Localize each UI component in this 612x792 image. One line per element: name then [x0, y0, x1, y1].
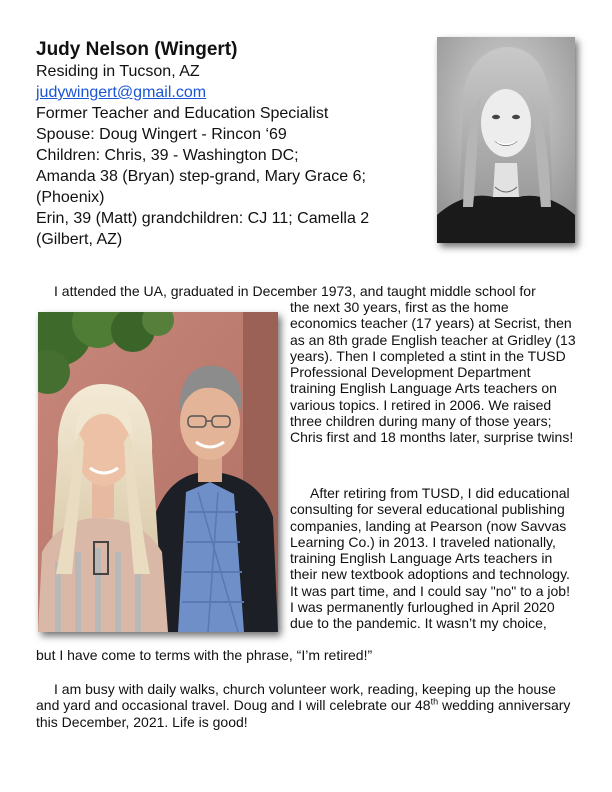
occupation: Former Teacher and Education Specialist: [36, 105, 329, 122]
residence: Residing in Tucson, AZ: [36, 63, 200, 80]
paragraph-2-tail: but I have come to terms with the phrase, “I’m retired!”: [36, 647, 373, 663]
profile-header: [36, 38, 426, 250]
paragraph-2-column: After retiring from TUSD, I did educational consulting for several educational publishing companies, landing at Pearson (now Savvas Learning Co.) in 2013. I traveled nationally, training English Language Arts teachers in their new textbook adoptions and technology. It was part time, and I could say "no" to a job! I was permanently furloughed in April 2020 due to the pandemic. It wasn’t my choice,: [290, 485, 570, 632]
person-name: Judy Nelson (Wingert): [36, 39, 238, 60]
children-line-3: (Phoenix): [36, 189, 105, 206]
paragraph-1-lead: I attended the UA, graduated in December 1973, and taught middle school for: [54, 283, 536, 299]
couple-photo: [38, 312, 278, 632]
children-line-4: Erin, 39 (Matt) grandchildren: CJ 11; Camella 2: [36, 210, 370, 227]
children-line-5: (Gilbert, AZ): [36, 231, 123, 248]
children-line-1: Children: Chris, 39 - Washington DC;: [36, 147, 299, 164]
paragraph-3: I am busy with daily walks, church volunteer work, reading, keeping up the house and yard and occasional travel. Doug and I will celebrate our 48th wedding anniversary this December, 2021. Life is good!: [36, 681, 571, 730]
yearbook-photo: [437, 37, 575, 243]
ordinal-suffix: th: [430, 696, 439, 707]
children-line-2: Amanda 38 (Bryan) step-grand, Mary Grace 6;: [36, 168, 366, 185]
paragraph-1-column: the next 30 years, first as the home economics teacher (17 years) at Secrist, then as an 8th grade English teacher at Gridley (13 years). Then I completed a stint in the TUSD Professional Development Department training English Language Arts teachers on various topics. I retired in 2006. We raised three children during many of those years; Chris first and 18 months later, surprise twins!: [290, 299, 576, 446]
email-link[interactable]: judywingert@gmail.com: [36, 84, 207, 101]
spouse: Spouse: Doug Wingert - Rincon ‘69: [36, 126, 287, 143]
